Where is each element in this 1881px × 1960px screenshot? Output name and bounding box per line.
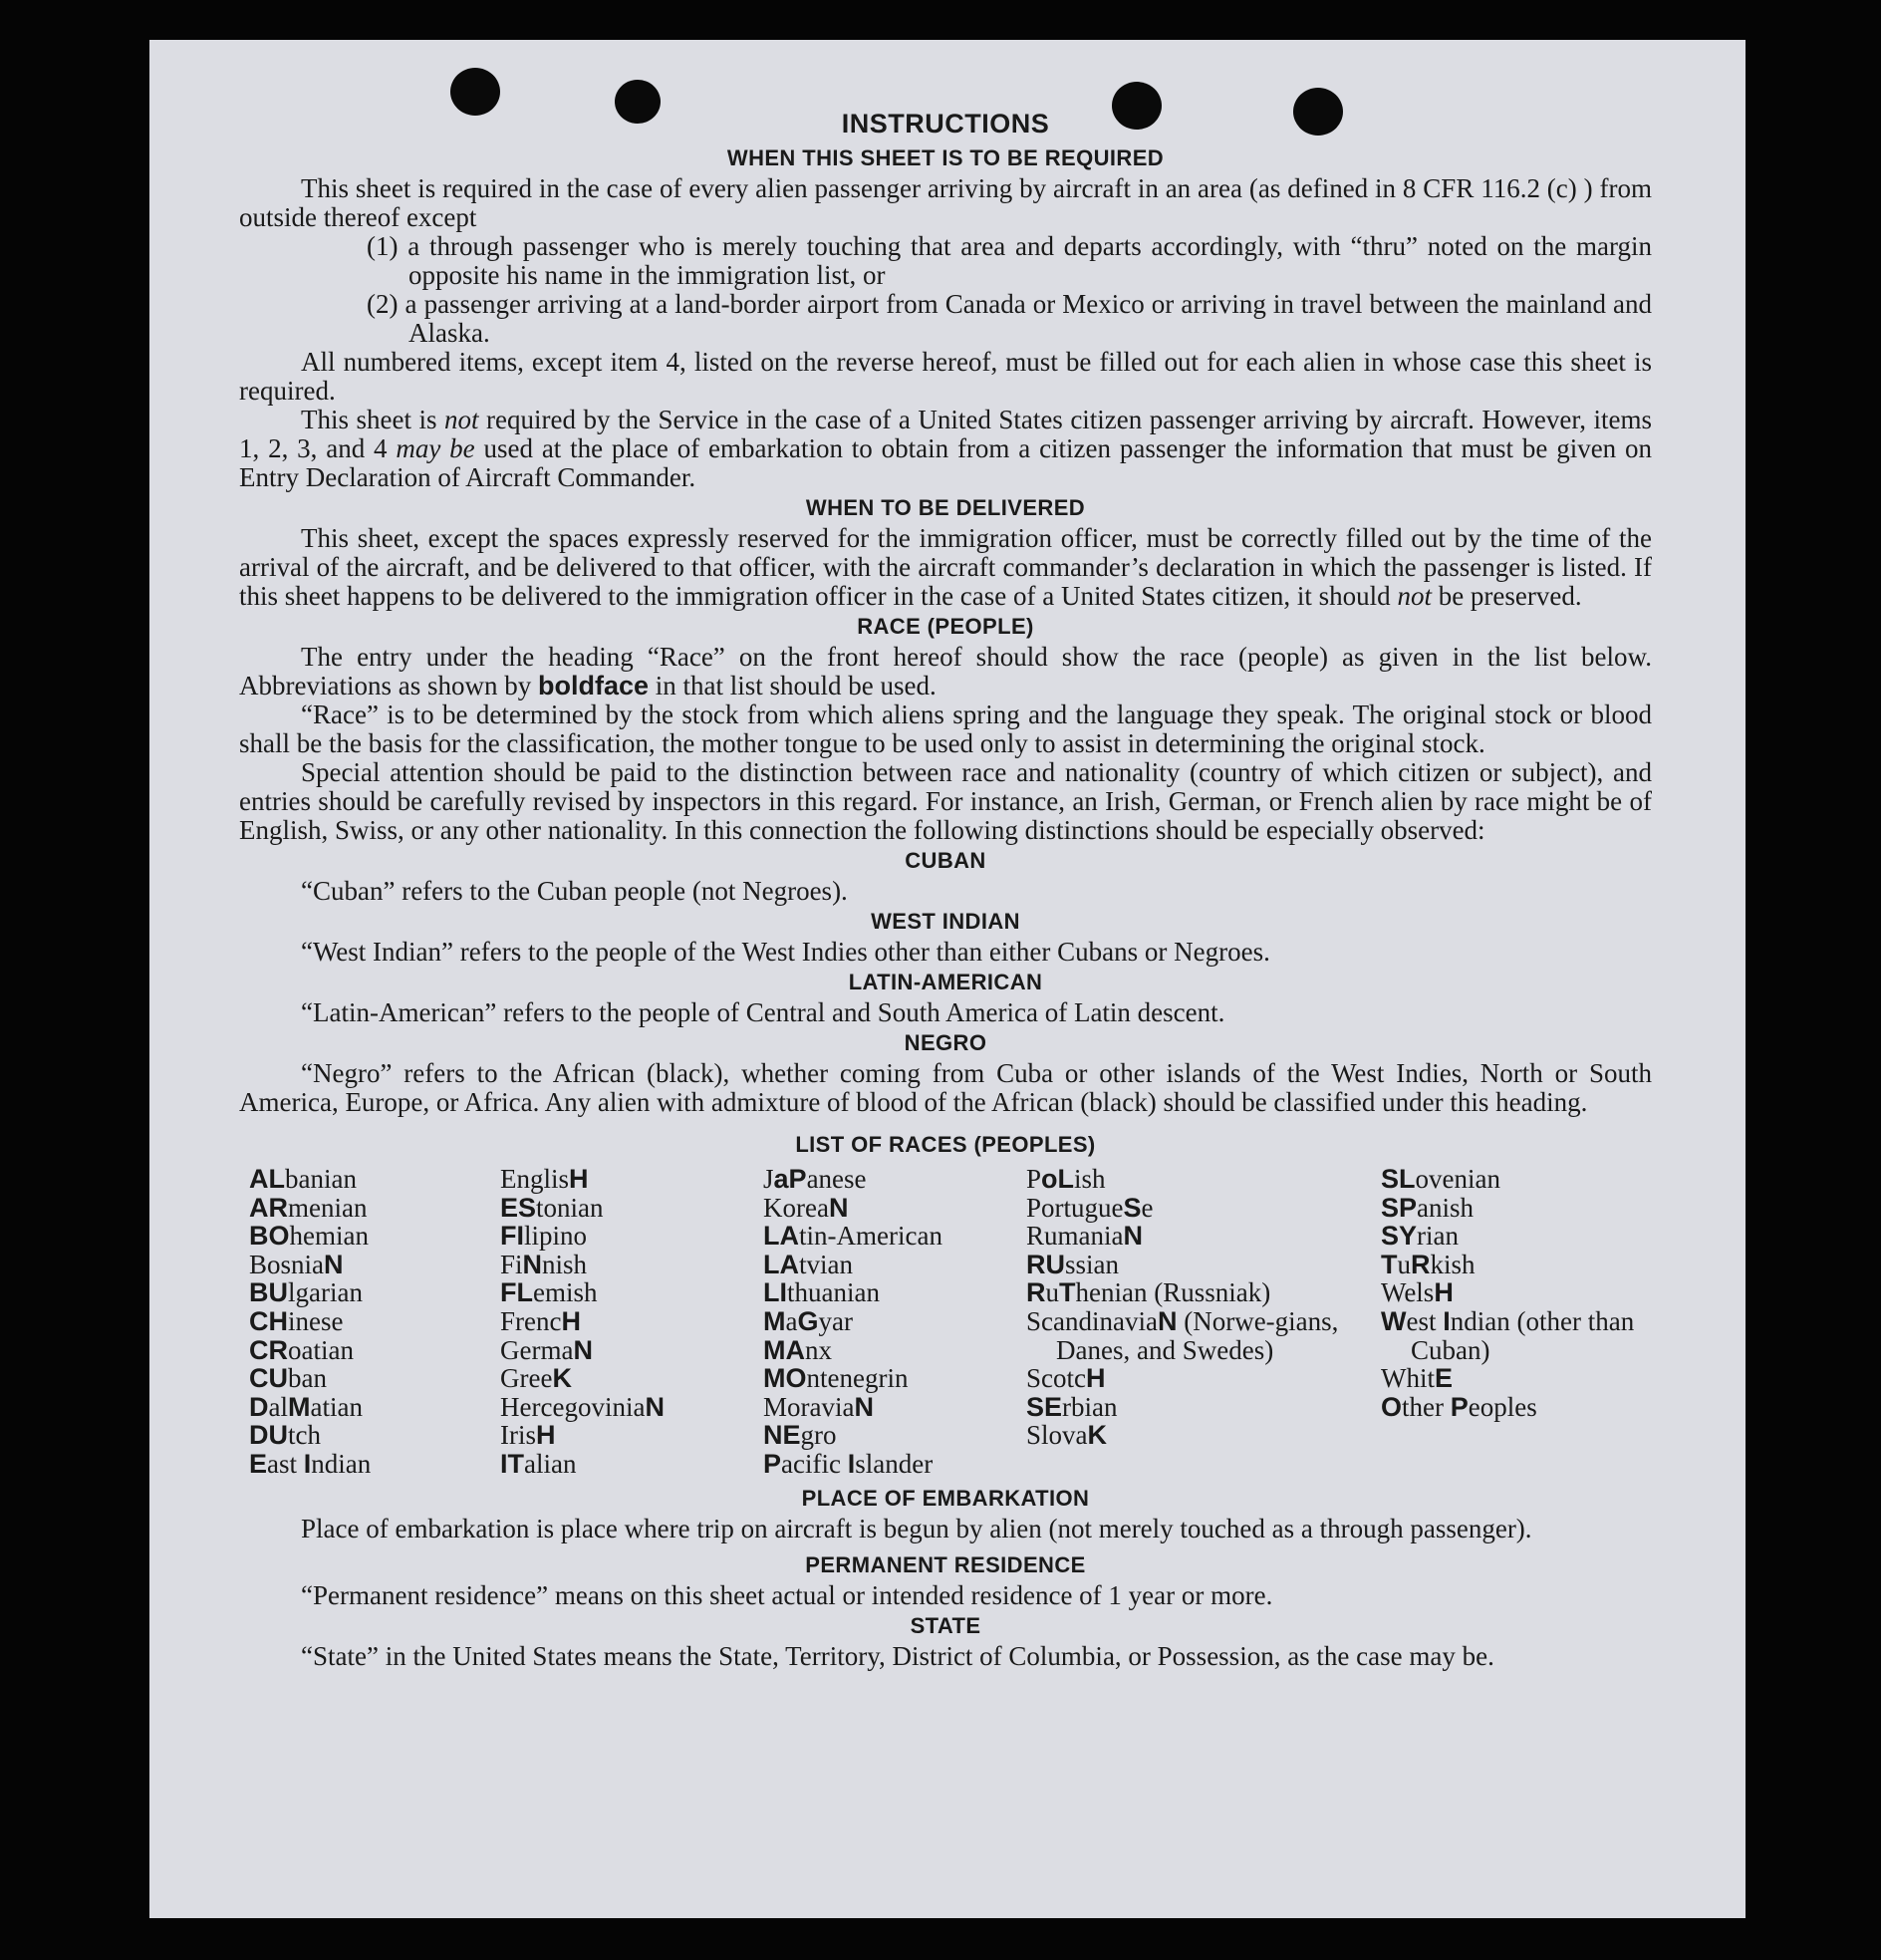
race-entry: LAtin-American [763, 1221, 942, 1252]
race-entry: HercegoviniaN [500, 1391, 665, 1422]
race-entry: CHinese [249, 1305, 344, 1336]
race-entry: ALbanian [249, 1164, 357, 1194]
race-entry: MaGyar [763, 1305, 853, 1336]
paragraph: “West Indian” refers to the people of the West Indies other than either Cubans or Negroes. [301, 937, 1270, 967]
paragraph: This sheet, except the spaces expressly reserved for the immigration officer, must be correctly filled out by the time of the arrival of the aircraft, and be delivered to that officer, with the aircraft commander’s declaration in which the passenger is listed. If this sheet happens to be delivered to the immigration officer in the case of a United States citizen, it should not be preserved. [239, 523, 1652, 611]
race-entry: SlovaK [1026, 1420, 1108, 1451]
paragraph: “Latin-American” refers to the people of Central and South America of Latin descent. [301, 997, 1225, 1027]
race-entry: FLemish [500, 1277, 598, 1308]
race-entry: SLovenian [1381, 1164, 1500, 1194]
section-heading: WEST INDIAN [871, 909, 1020, 934]
race-entry: RUssian [1026, 1249, 1119, 1279]
race-column [249, 1165, 500, 1479]
section-heading: WHEN THIS SHEET IS TO BE REQUIRED [726, 145, 1165, 170]
race-entry: MOntenegrin [763, 1363, 909, 1394]
race-entry: BUlgarian [249, 1277, 363, 1308]
race-column [1026, 1165, 1381, 1479]
race-entry: Other Peoples [1381, 1391, 1537, 1422]
paragraph: This sheet is not required by the Service in the case of a United States citizen passenger arriving by aircraft. However, items 1, 2, 3, and 4 may be used at the place of embarkation to obtain from a citizen passenger the information that must be given on Entry Declaration of Aircraft Commander. [239, 405, 1653, 492]
race-entry: FIlipino [500, 1221, 588, 1252]
race-entry: WhitE [1381, 1363, 1454, 1394]
race-entry: DalMatian [249, 1391, 363, 1422]
race-entry: PoLish [1026, 1164, 1106, 1194]
race-entry: KoreaN [763, 1192, 849, 1223]
race-entry: CUban [249, 1363, 327, 1394]
section-heading: CUBAN [905, 848, 986, 873]
section-heading: LATIN-AMERICAN [848, 970, 1043, 994]
race-entry: BOhemian [249, 1221, 369, 1252]
race-entry: LIthuanian [763, 1277, 880, 1308]
section-heading: PLACE OF EMBARKATION [801, 1485, 1090, 1511]
race-entry: ARmenian [249, 1192, 368, 1223]
race-entry: ScotcH [1026, 1363, 1106, 1394]
race-entry: NEgro [763, 1420, 837, 1451]
race-column [500, 1165, 763, 1479]
race-entry: MAnx [763, 1334, 832, 1365]
punch-hole [450, 68, 500, 116]
race-entry: LAtvian [763, 1249, 853, 1279]
race-entry: SErbian [1026, 1391, 1118, 1422]
section-heading: RACE (PEOPLE) [857, 614, 1034, 639]
race-entry: EStonian [500, 1192, 604, 1223]
race-entry: PortugueSe [1026, 1192, 1154, 1223]
paragraph: Special attention should be paid to the distinction between race and nationality (country of which citizen or subject), and entries should be carefully revised by inspectors in this regard. For instance, an Irish, German, or French alien by race might be of English, Swiss, or any other nationality. In this connection the following distinctions should be especially observed: [239, 757, 1652, 845]
race-entry: DUtch [249, 1420, 321, 1451]
section-heading: LIST OF RACES (PEOPLES) [795, 1132, 1096, 1157]
section-heading: PERMANENT RESIDENCE [805, 1551, 1086, 1577]
section-heading: WHEN TO BE DELIVERED [805, 495, 1086, 520]
race-entry: JaPanese [763, 1164, 867, 1194]
page-title: INSTRUCTIONS [841, 109, 1050, 139]
instructions-text [239, 110, 1652, 1671]
race-entry: GreeK [500, 1363, 572, 1394]
list-item: (1) a through passenger who is merely touching that area and departs accordingly, with “thru” noted on the margin opposite his name in the immigration list, or [367, 231, 1652, 290]
race-entry: FrencH [500, 1305, 581, 1336]
section-heading: STATE [910, 1612, 981, 1638]
paragraph: “Negro” refers to the African (black), whether coming from Cuba or other islands of the West Indies, North or South America, Europe, or Africa. Any alien with admixture of blood of the African (black) should be classified under this heading. [239, 1058, 1652, 1117]
paragraph: “Permanent residence” means on this sheet actual or intended residence of 1 year or more. [301, 1579, 1273, 1610]
race-entry: East Indian [249, 1448, 372, 1479]
race-entry: RuThenian (Russniak) [1026, 1277, 1271, 1308]
race-entry: ScandinaviaN (Norwe-gians, Danes, and Swedes) [1026, 1305, 1339, 1365]
race-column [763, 1165, 1026, 1479]
race-entry: EnglisH [500, 1164, 589, 1194]
list-item: (2) a passenger arriving at a land-border airport from Canada or Mexico or arriving in travel between the mainland and Alaska. [367, 289, 1652, 348]
paragraph: This sheet is required in the case of every alien passenger arriving by aircraft in an area (as defined in 8 CFR 116.2 (c) ) from outside thereof except [239, 173, 1652, 232]
race-entry: TuRkish [1381, 1249, 1476, 1279]
paragraph: All numbered items, except item 4, listed on the reverse hereof, must be filled out for each alien in whose case this sheet is required. [239, 347, 1652, 406]
race-entry: IrisH [500, 1420, 556, 1451]
paragraph: Place of embarkation is place where trip on aircraft is begun by alien (not merely touched as a through passenger). [301, 1513, 1532, 1543]
race-entry: BosniaN [249, 1249, 344, 1279]
document-page [149, 40, 1746, 1918]
race-entry: West Indian (other than Cuban) [1381, 1305, 1635, 1365]
race-entry: SYrian [1381, 1221, 1460, 1252]
race-entry: Pacific Islander [763, 1448, 934, 1479]
race-entry: SPanish [1381, 1192, 1475, 1223]
race-column [1381, 1165, 1662, 1479]
paragraph: The entry under the heading “Race” on the front hereof should show the race (people) as given in the list below. Abbreviations as shown by boldface in that list should be used. [239, 642, 1652, 700]
paragraph: “Race” is to be determined by the stock from which aliens spring and the language they speak. The original stock or blood shall be the basis for the classification, the mother tongue to be used only to assist in determining the original stock. [239, 700, 1652, 758]
race-entry: WelsH [1381, 1277, 1454, 1308]
race-entry: GermaN [500, 1334, 593, 1365]
paragraph: “State” in the United States means the State, Territory, District of Columbia, or Possession, as the case may be. [301, 1640, 1494, 1671]
race-list [249, 1165, 1652, 1479]
paragraph: “Cuban” refers to the Cuban people (not Negroes). [301, 876, 848, 906]
race-entry: RumaniaN [1026, 1221, 1143, 1252]
section-heading: NEGRO [904, 1030, 987, 1055]
race-entry: FiNnish [500, 1249, 588, 1279]
race-entry: ITalian [500, 1448, 577, 1479]
race-entry: CRoatian [249, 1334, 354, 1365]
race-entry: MoraviaN [763, 1391, 874, 1422]
